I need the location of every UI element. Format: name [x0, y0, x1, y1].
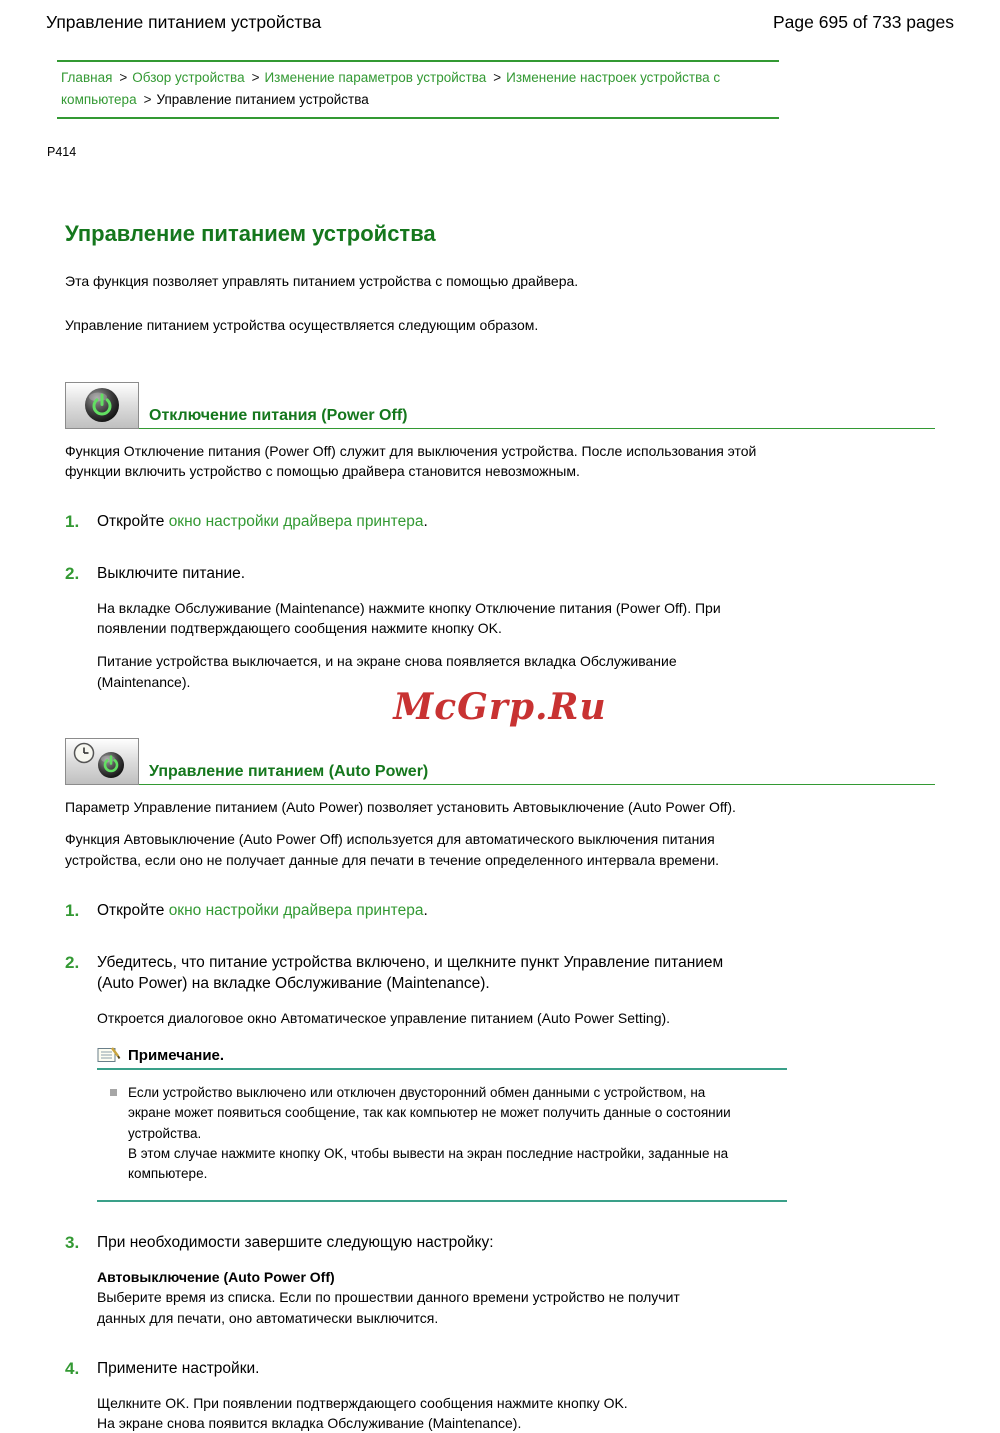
printer-driver-setup-window-link[interactable]: окно настройки драйвера принтера	[168, 513, 424, 531]
auto-power-step-3	[65, 1232, 935, 1328]
auto-power-section-title: Управление питанием (Auto Power)	[149, 762, 429, 780]
auto-power-step-1	[65, 900, 935, 922]
breadcrumb-separator: >	[143, 91, 152, 107]
breadcrumb-link-home[interactable]: Главная	[61, 70, 113, 85]
step-body	[97, 563, 935, 692]
step-body	[97, 1232, 935, 1328]
step-instruction: Примените настройки.	[97, 1360, 260, 1378]
power-off-section-title: Отключение питания (Power Off)	[149, 406, 408, 424]
breadcrumb-link-device-overview[interactable]: Обзор устройства	[132, 70, 245, 85]
step-text-before: Откройте	[97, 513, 169, 531]
breadcrumb-separator: >	[493, 70, 502, 85]
step-body	[97, 1358, 935, 1433]
breadcrumb-link-changing-settings[interactable]: Изменение параметров устройства	[264, 70, 487, 85]
auto-power-step-4	[65, 1358, 935, 1433]
note-item-text	[128, 1083, 743, 1184]
breadcrumb-separator: >	[119, 70, 128, 85]
note-item-line: Если устройство выключено или отключен двусторонний обмен данными с устройством, на экране может появиться сообщение, так как компьютер не может получить данные о состоянии устройства.	[128, 1085, 731, 1141]
step-instruction	[97, 513, 428, 530]
intro-paragraph: Эта функция позволяет управлять питанием устройства с помощью драйвера.	[65, 273, 579, 290]
breadcrumb-link-changing-from-computer[interactable]: Изменение настроек устройства с компьютера	[61, 70, 721, 107]
note-body	[97, 1070, 787, 1202]
page-id: P414	[47, 145, 77, 160]
step-number: 1.	[65, 512, 80, 532]
step-text-after: .	[423, 513, 428, 531]
step-number: 1.	[65, 900, 80, 920]
page-counter: Page 695 of 733 pages	[773, 12, 954, 32]
step-number: 3.	[65, 1233, 80, 1253]
breadcrumb	[57, 60, 779, 119]
auto-power-section-header	[65, 738, 935, 785]
step-instruction: Выключите питание.	[97, 565, 246, 583]
note-box	[97, 1046, 787, 1202]
step-instruction: При необходимости завершите следующую настройку:	[97, 1234, 494, 1252]
breadcrumb-separator: >	[251, 70, 260, 85]
step-instruction: Убедитесь, что питание устройства включено, и щелкните пункт Управление питанием (Auto Power) на вкладке Обслуживание (Maintenance).	[97, 953, 724, 993]
document-title: Управление питанием устройства	[46, 12, 322, 32]
breadcrumb-current: Управление питанием устройства	[156, 91, 369, 107]
site-watermark: McGrp.Ru	[393, 686, 607, 728]
power-off-title-underline	[139, 407, 935, 429]
auto-power-description: Параметр Управление питанием (Auto Power) позволяет установить Автовыключение (Auto Power Off).	[65, 798, 736, 815]
step-detail-paragraph: Откроется диалоговое окно Автоматическое управление питанием (Auto Power Setting).	[97, 1009, 671, 1026]
note-title: Примечание.	[128, 1046, 225, 1064]
page-header	[0, 0, 1000, 33]
step-text-after: .	[423, 901, 428, 919]
power-off-step-1	[65, 511, 935, 533]
setting-block	[97, 1267, 722, 1328]
note-header	[97, 1046, 787, 1070]
step-text-before: Откройте	[97, 901, 169, 919]
article-content	[0, 221, 1000, 1433]
auto-power-title-underline	[139, 763, 935, 785]
power-off-icon	[65, 382, 139, 429]
power-off-section-header	[65, 382, 935, 429]
auto-power-icon	[65, 738, 139, 785]
power-off-description: Функция Отключение питания (Power Off) служит для выключения устройства. После использования этой функции включить устройство с помощью драйвера становится невозможным.	[65, 442, 757, 480]
step-detail-line: На экране снова появится вкладка Обслуживание (Maintenance).	[97, 1415, 522, 1431]
page-title: Управление питанием устройства	[65, 221, 436, 247]
note-list-item	[110, 1083, 787, 1184]
setting-name: Автовыключение (Auto Power Off)	[97, 1269, 335, 1286]
step-detail-paragraph: Питание устройства выключается, и на экране снова появляется вкладка Обслуживание (Maintenance).	[97, 653, 677, 690]
intro-paragraph: Управление питанием устройства осуществляется следующим образом.	[65, 317, 539, 334]
setting-description: Выберите время из списка. Если по прошествии данного времени устройство не получит данных для печати, оно автоматически выключится.	[97, 1289, 680, 1326]
step-detail-paragraph	[97, 1393, 767, 1433]
step-body	[97, 900, 935, 922]
printer-driver-setup-window-link[interactable]: окно настройки драйвера принтера	[168, 901, 424, 919]
auto-power-description: Функция Автовыключение (Auto Power Off) используется для автоматического выключения питания устройства, если оно не получает данные для печати в течение определенного интервала времени.	[65, 831, 720, 868]
power-off-step-2	[65, 563, 935, 692]
step-instruction	[97, 902, 428, 919]
auto-power-step-2	[65, 952, 935, 1203]
step-detail-paragraph: На вкладке Обслуживание (Maintenance) нажмите кнопку Отключение питания (Power Off). При появлении подтверждающего сообщения нажмите кнопку OK.	[97, 599, 721, 637]
step-number: 2.	[65, 952, 80, 972]
note-item-line: В этом случае нажмите кнопку OK, чтобы вывести на экран последние настройки, заданные на компьютере.	[128, 1145, 729, 1182]
note-icon	[97, 1046, 121, 1064]
square-bullet-icon	[110, 1089, 117, 1096]
step-body	[97, 511, 935, 533]
step-number: 4.	[65, 1359, 80, 1379]
step-body	[97, 952, 935, 1203]
step-detail-line: Щелкните OK. При появлении подтверждающего сообщения нажмите кнопку OK.	[97, 1394, 628, 1411]
step-number: 2.	[65, 564, 80, 584]
